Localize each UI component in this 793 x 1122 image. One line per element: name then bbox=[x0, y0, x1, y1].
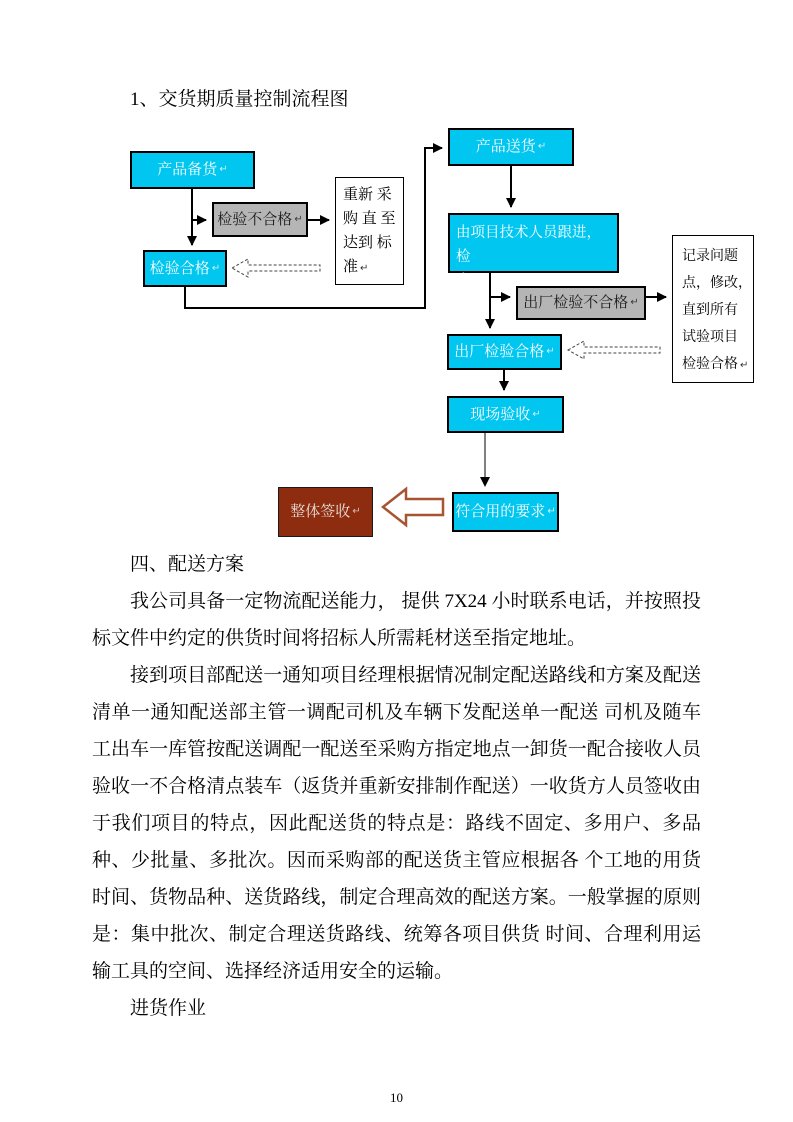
flow-node-line: 由项目技术人员跟进，检 bbox=[456, 225, 601, 265]
flow-node-line: 试验项目 bbox=[682, 330, 738, 345]
paragraph-mark: ↵ bbox=[532, 408, 541, 420]
flow-node-meet-requirements bbox=[452, 492, 559, 532]
paragraph-mark: ↵ bbox=[537, 141, 547, 152]
dashed-feedback-arrow-factory-pass bbox=[568, 341, 660, 359]
flow-node-label: 产品备货 bbox=[157, 162, 218, 178]
flow-node-label: 出厂检验不合格 bbox=[523, 295, 629, 311]
flow-node-line: 达到 标 bbox=[343, 235, 392, 251]
flow-node-inspect-fail bbox=[212, 202, 308, 237]
paragraph-capability: 我公司具备一定物流配送能力， 提供 7X24 小时联系电话，并按照投标文件中约定的供货时间将招标人所需耗材送至指定地址。 bbox=[92, 591, 701, 649]
flow-node-product-stock bbox=[130, 151, 255, 189]
paragraph-mark: ↵ bbox=[547, 506, 556, 517]
flow-node-product-delivery bbox=[448, 128, 574, 166]
flow-node-label: 检验合格 bbox=[149, 260, 210, 277]
flow-node-label: 符合用的要求 bbox=[455, 504, 546, 520]
dashed-feedback-arrow-inspect-pass bbox=[232, 259, 320, 277]
flow-node-factory-inspect-fail bbox=[516, 286, 646, 320]
paragraph-mark: ↵ bbox=[472, 277, 481, 288]
paragraph-delivery-process: 接到项目部配送一通知项目经理根据情况制定配送路线和方案及配送清单一通知配送部主管一调配司机及车辆下发配送单一配送 司机及随车工出车一库管按配送调配一配送至采购方指定地点一卸货一配合接收人员验收一不合格清点装车（返货并重新安排制作配送）一收货方人员签收由于我们项目的特点，因此配送货的特点是：路线不固定、多用户、多品种、少批量、多批次。因而采购部的配送货主管应根据各 个工地的用货时间、货物品种、送货路线，制定合理高效的配送方案。一般掌握的原则是：集中批次、制定合理送货路线、统筹各项目供货 时间、合理利用运输工具的空间、选择经济适用安全的运输。 bbox=[92, 665, 701, 982]
flow-node-record-issues bbox=[672, 235, 754, 383]
paragraph-mark: ↵ bbox=[360, 263, 369, 274]
flow-node-label: 整体签收 bbox=[290, 504, 351, 520]
flow-node-line: 记录问题 bbox=[682, 249, 738, 264]
flow-node-tech-follow bbox=[448, 213, 619, 289]
body-text bbox=[92, 546, 701, 1027]
flow-node-line: 直到所有 bbox=[682, 303, 738, 318]
paragraph-inbound-heading: 进货作业 bbox=[130, 998, 207, 1019]
paragraph-mark: ↵ bbox=[352, 506, 361, 517]
paragraph-mark: ↵ bbox=[740, 360, 749, 371]
flow-node-label: 现场验收 bbox=[470, 406, 531, 423]
paragraph-mark: ↵ bbox=[546, 346, 555, 357]
paragraph-mark: ↵ bbox=[211, 262, 221, 274]
flow-node-factory-inspect-pass bbox=[447, 334, 562, 370]
block-arrow-meet-to-signoff bbox=[383, 489, 443, 525]
flow-node-inspect-pass bbox=[143, 250, 227, 287]
flow-node-overall-signoff bbox=[278, 487, 373, 537]
paragraph-mark: ↵ bbox=[294, 213, 303, 225]
flow-node-line: 检验合格 ↵ bbox=[682, 357, 749, 372]
flow-node-label: 产品送货 bbox=[475, 139, 536, 155]
flow-node-line: 购 直 至 bbox=[343, 211, 396, 227]
flow-node-repurchase bbox=[335, 177, 404, 285]
paragraph-mark: ↵ bbox=[219, 164, 228, 175]
flow-node-label: 出厂检验合格 bbox=[454, 344, 545, 360]
flow-node-line: 点，修改， bbox=[682, 276, 752, 291]
flow-node-site-acceptance bbox=[447, 396, 564, 433]
flowchart-heading: 1、交货期质量控制流程图 bbox=[130, 89, 349, 110]
paragraph-mark: ↵ bbox=[630, 297, 639, 308]
flow-node-line: 查 ↵ bbox=[456, 273, 481, 289]
delivery-plan-heading: 四、配送方案 bbox=[130, 554, 245, 575]
page-number: 10 bbox=[390, 1090, 403, 1105]
flow-node-label: 检验不合格 bbox=[217, 211, 293, 228]
quality-control-flowchart bbox=[0, 115, 793, 555]
flow-node-line: 准 ↵ bbox=[343, 259, 369, 275]
flow-node-line: 重新 采 bbox=[343, 187, 392, 203]
